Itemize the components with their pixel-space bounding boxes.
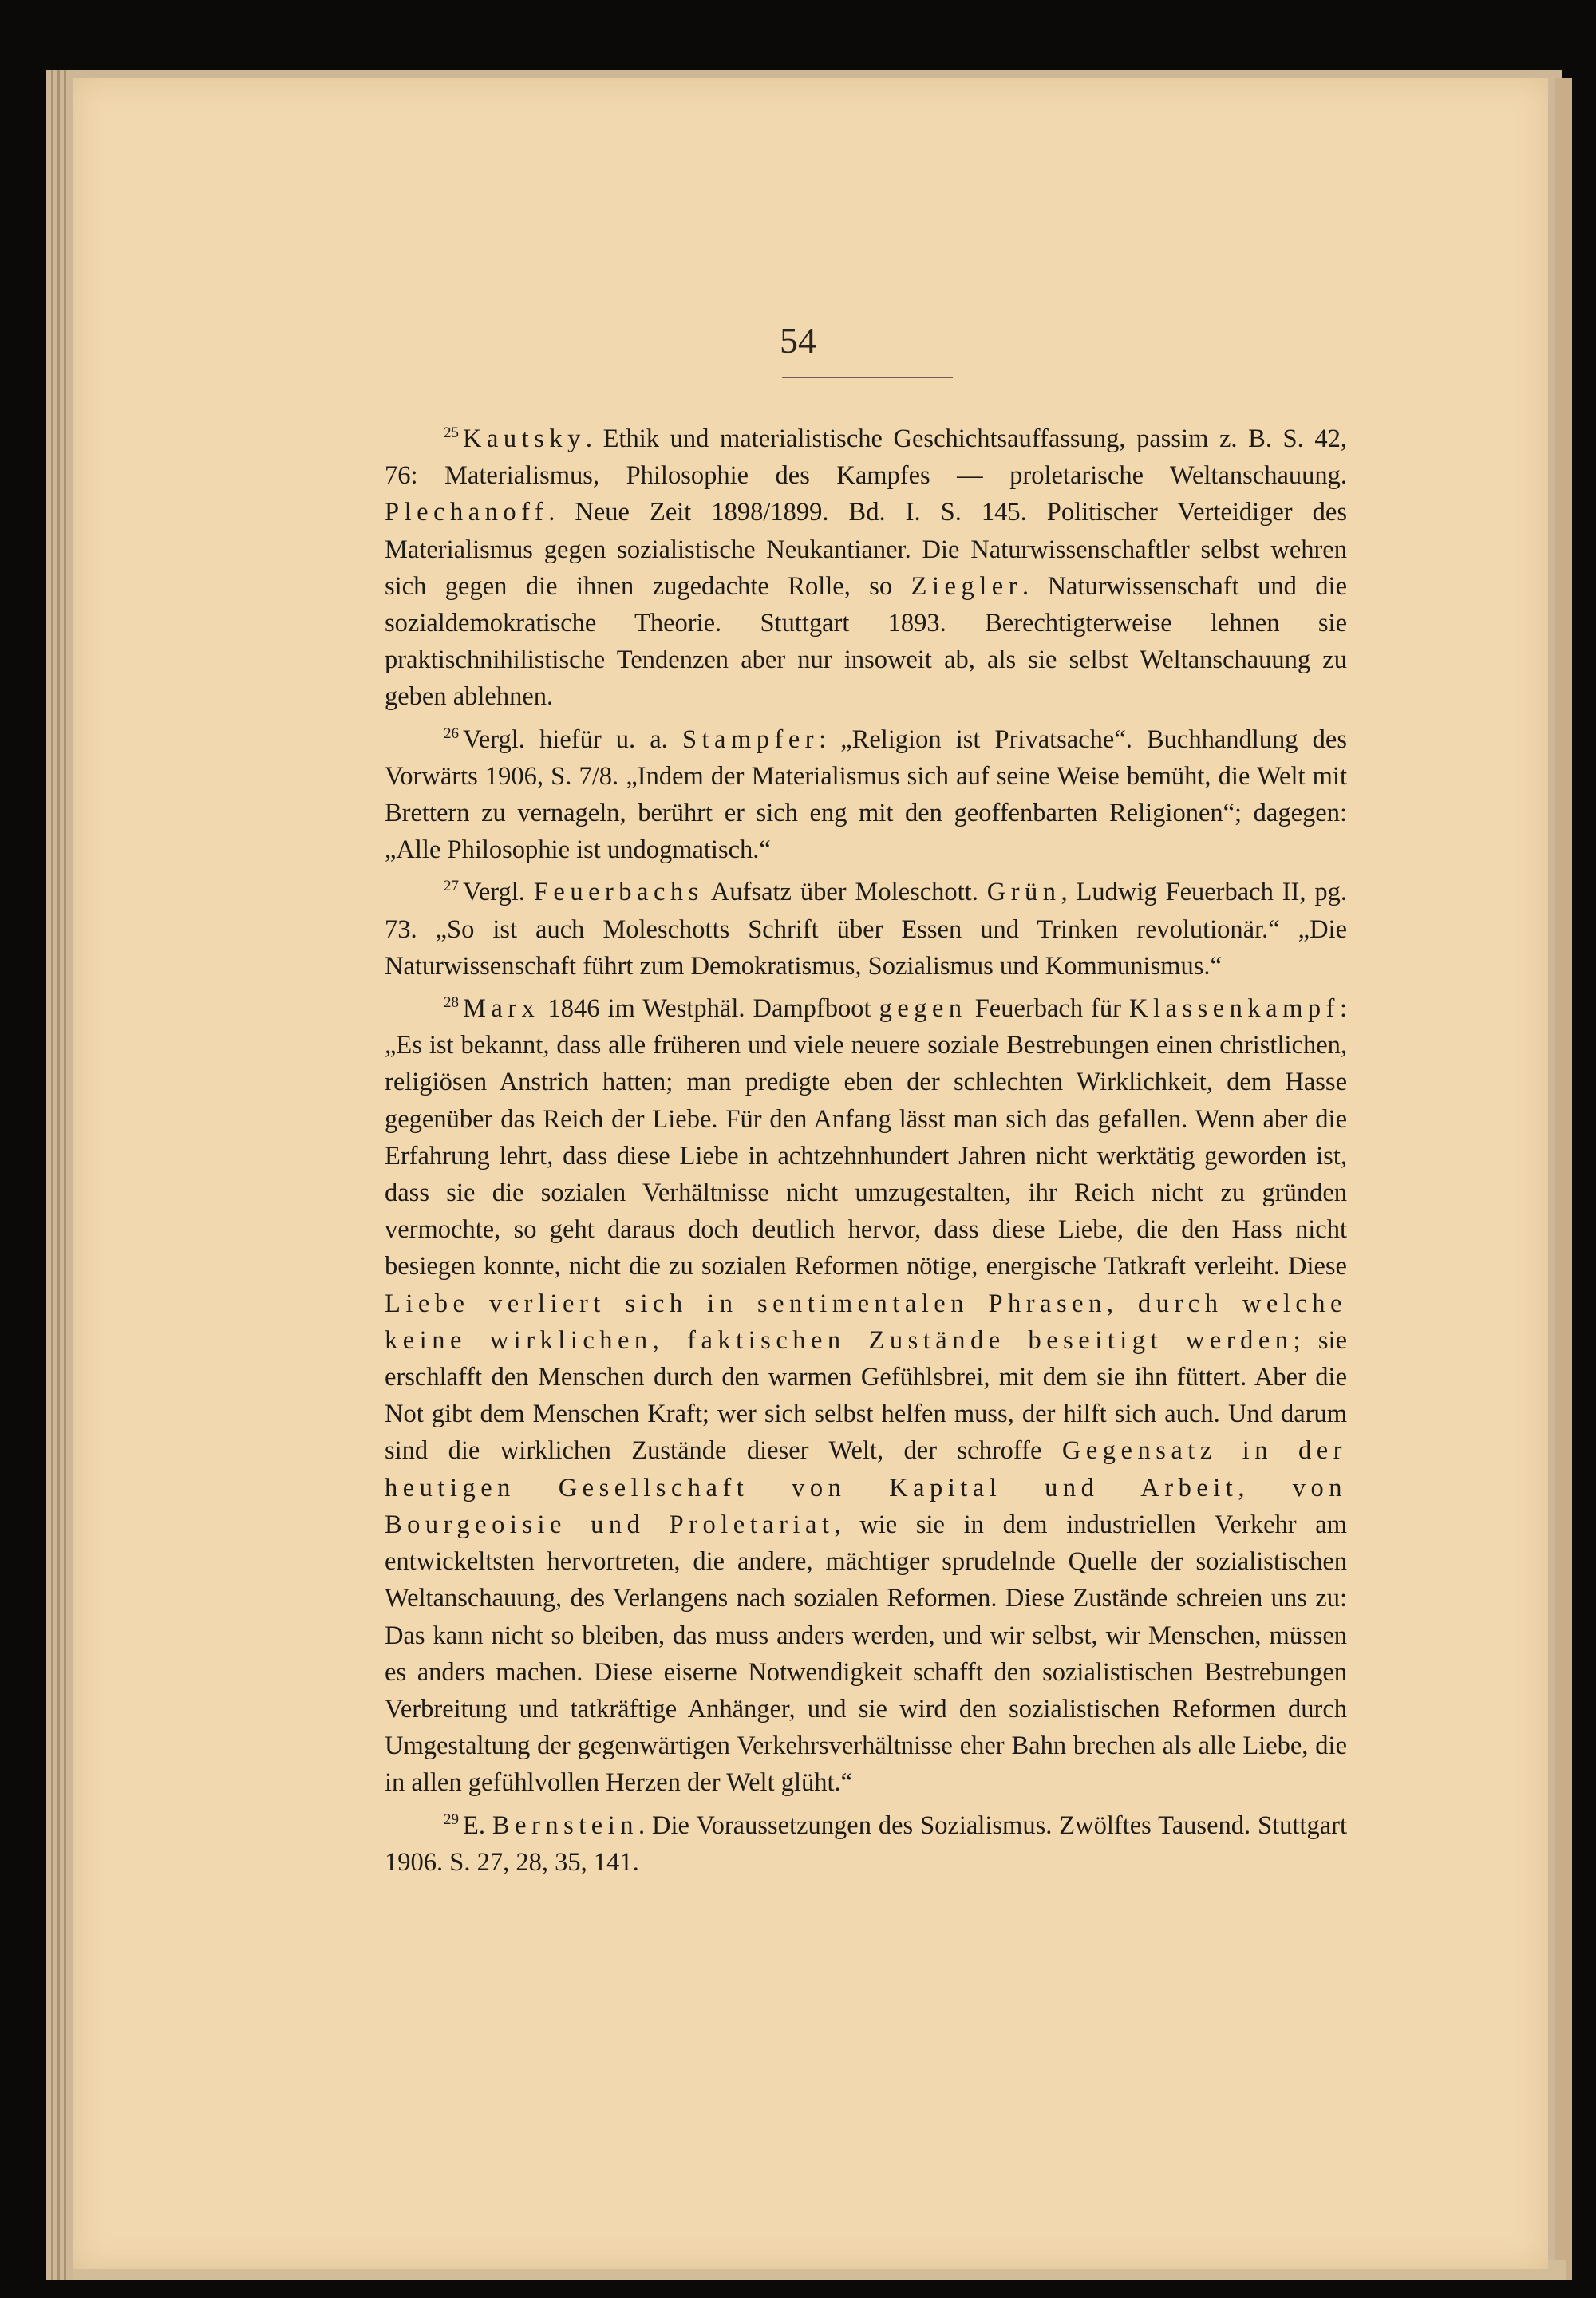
- footnote-text: Vergl. hiefür u. a.: [463, 725, 682, 754]
- footnote-text: . Naturwissenschaft und die sozialdemokratische Theorie. Stuttgart 1893. Berechtigterweise lehnen sie praktischnihilistische Tendenzen aber nur insoweit ab, als sie selbst Weltanschauung zu geben ablehnen.: [385, 571, 1347, 712]
- spaced-emphasis-text: Liebe verliert sich in sentimentalen Phrasen, durch welche keine wirklichen, faktischen Zustände beseitigt werden: [385, 1289, 1347, 1355]
- spaced-emphasis-text: Klassenkampf: [1129, 994, 1340, 1024]
- spaced-emphasis-text: Kautsky: [463, 424, 586, 453]
- footnote-27: [385, 868, 1347, 985]
- page-number: 54: [780, 320, 816, 361]
- spaced-emphasis-text: Grün: [986, 878, 1061, 907]
- footnote-marker: 28: [444, 994, 459, 1012]
- footnote-text: Aufsatz über Moleschott.: [703, 878, 987, 907]
- spaced-emphasis-text: Gegensatz in der heutigen Gesellschaft von Kapital und Arbeit, von Bourgeoisie und Proletariat: [385, 1436, 1347, 1539]
- footnote-26: [385, 716, 1347, 869]
- spaced-emphasis-text: gegen: [879, 994, 967, 1024]
- footnote-text: Feuerbach für: [966, 994, 1130, 1024]
- footnote-marker: 27: [444, 878, 459, 895]
- page-number-rule: [782, 377, 953, 378]
- spaced-emphasis-text: Stampfer: [681, 725, 820, 754]
- footnote-text: 1846 im Westphäl. Dampfboot: [539, 994, 879, 1024]
- footnote-text: . Neue Zeit 1898/1899. Bd. I. S. 145. Politischer Verteidiger des Materialismus gegen sozialistische Neukantianer. Die Naturwissenschaftler selbst wehren sich gegen die ihnen zugedachte Rolle, so: [385, 498, 1347, 601]
- page-edge-line: [64, 70, 66, 2280]
- spaced-emphasis-text: Plechanoff: [385, 498, 549, 527]
- footnote-text: . Ethik und materialistische Geschichtsauffassung, passim z. B. S. 42, 76: Materialismus, Philosophie des Kampfes — proletarische Weltanschauung.: [385, 424, 1347, 491]
- footnote-text: E.: [463, 1810, 492, 1840]
- footnote-25: [385, 415, 1347, 716]
- spaced-emphasis-text: Marx: [463, 994, 540, 1024]
- footnote-text: . Die Voraussetzungen des Sozialismus. Zwölftes Tausend. Stuttgart 1906. S. 27, 28, 35, 141.: [385, 1810, 1347, 1877]
- footnote-marker: 25: [444, 424, 459, 441]
- footnote-marker: 26: [444, 725, 459, 742]
- footnote-29: [385, 1802, 1347, 1881]
- page-edge-line: [57, 70, 60, 2280]
- footnote-28: [385, 985, 1347, 1801]
- footnote-text: Vergl.: [463, 878, 534, 907]
- footnote-text: : „Es ist bekannt, dass alle früheren und viele neuere soziale Bestrebungen einen christlichen, religiösen Anstrich hatten; man predigte eben der schlechten Wirklichkeit, dem Hasse gegenüber das Reich der Liebe. Für den Anfang lässt man sich das gefallen. Wenn aber die Erfahrung lehrt, dass diese Liebe in achtzehnhundert Jahren nicht werktätig geworden ist, dass sie die sozialen Verhältnisse nicht umzugestalten, ihr Reich nicht zu gründen vermochte, so geht daraus doch deutlich hervor, dass diese Liebe, die den Hass nicht besiegen konnte, nicht die zu sozialen Reformen nötige, energische Tatkraft verleiht. Diese: [385, 994, 1347, 1281]
- spaced-emphasis-text: Bernstein: [492, 1810, 638, 1840]
- footnote-marker: 29: [444, 1810, 459, 1828]
- spaced-emphasis-text: Feuerbachs: [533, 878, 704, 907]
- footnote-text: : „Religion ist Privatsache“. Buchhandlung des Vorwärts 1906, S. 7/8. „Indem der Materialismus sich auf seine Weise bemüht, die Welt mit Brettern zu vernageln, berührt er sich eng mit den geoffenbarten Religionen“; dagegen: „Alle Philosophie ist undogmatisch.“: [385, 725, 1347, 865]
- footnote-text: , Ludwig Feuerbach II, pg. 73. „So ist auch Moleschotts Schrift über Essen und Trinken revolutionär.“ „Die Naturwissenschaft führt zum Demokratismus, Sozialismus und Kommunismus.“: [385, 878, 1347, 981]
- spaced-emphasis-text: Ziegler: [911, 571, 1022, 601]
- page-edge-line: [51, 70, 53, 2280]
- footnotes-block: [385, 415, 1347, 1881]
- footnote-text: , wie sie in dem industriellen Verkehr am entwickeltsten hervortreten, die andere, mächtiger sprudelnde Quelle der sozialistischen Weltanschauung, des Verlangens nach sozialen Reformen. Diese Zustände schreien uns zu: Das kann nicht so bleiben, das muss anders werden, und wir selbst, wir Menschen, müssen es anders machen. Diese eiserne Notwendigkeit schafft den sozialistischen Bestrebungen Verbreitung und tatkräftige Anhänger, und sie wird den sozialistischen Reformen durch Umgestaltung der gegenwärtigen Verkehrsverhältnisse eher Bahn brechen als alle Liebe, die in allen gefühlvollen Herzen der Welt glüht.“: [385, 1510, 1347, 1798]
- binding-edge: [1555, 78, 1572, 2280]
- footnote-text: ; sie erschlafft den Menschen durch den warmen Gefühlsbrei, mit dem sie ihn füttert. Aber die Not gibt dem Menschen Kraft; wer sich selbst helfen muss, der hilft sich auch. Und darum sind die wirklichen Zustände dieser Welt, der schroffe: [385, 1325, 1347, 1466]
